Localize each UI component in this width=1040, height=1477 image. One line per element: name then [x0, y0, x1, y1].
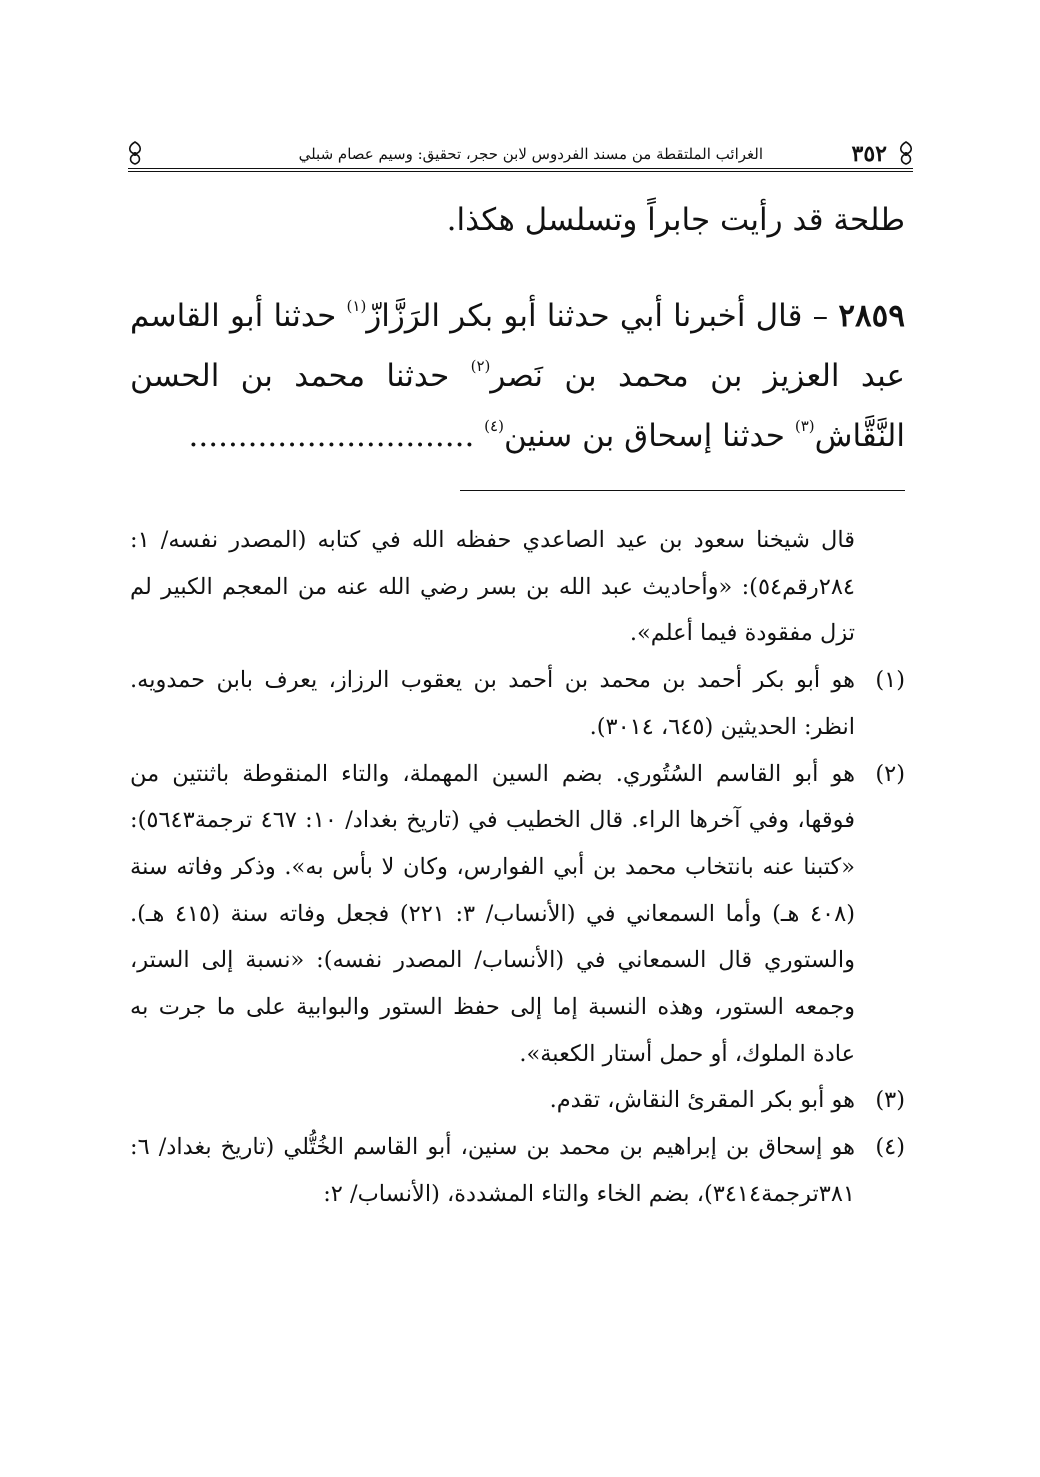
footnote-number: (١): [875, 667, 905, 694]
hadith-paragraph: [130, 286, 905, 466]
footnote-number: (٤): [875, 1134, 905, 1161]
footnote-text: هو أبو بكر المقرئ النقاش، تقدم.: [549, 1087, 855, 1114]
isnad-segment: حدثنا إسحاق بن سنين: [503, 418, 795, 454]
ellipsis-dots: .............................: [188, 418, 485, 454]
page-number: ٣٥٢: [851, 141, 887, 167]
footnote-ref[interactable]: (٣): [794, 416, 815, 435]
floral-ornament-icon: [895, 140, 917, 166]
hadith-dash: –: [802, 298, 839, 334]
header-rule: [128, 168, 913, 172]
isnad-segment: حدثنا محمد بن الحسن النَّقَّاش: [130, 358, 905, 454]
footnote-intro: قال شيخنا سعود بن عيد الصاعدي حفظه الله في كتابه (المصدر نفسه/ ١: ٢٨٤رقم٥٤): «وأحاديث عبد الله بن بسر رضي الله عنه من المعجم الكبير لم تزل مفقودة فيما أعلم».: [130, 527, 855, 647]
floral-ornament-icon: [124, 140, 146, 166]
footnote-item: [130, 1077, 905, 1124]
main-text: [130, 190, 905, 466]
continuation-line: طلحة قد رأيت جابراً وتسلسل هكذا.: [446, 202, 905, 238]
running-title: الغرائب الملتقطة من مسند الفردوس لابن حجر، تحقيق: وسيم عصام شبلي: [298, 145, 763, 163]
footnote-text: هو إسحاق بن إبراهيم بن محمد بن سنين، أبو القاسم الخُتُّلي (تاريخ بغداد/ ٦: ٣٨١ترجمة٣٤١٤)، بضم الخاء والتاء المشددة، (الأنساب/ ٢:: [130, 1134, 855, 1207]
footnote-item: [130, 1124, 905, 1217]
footnote-number: (٣): [875, 1087, 905, 1114]
isnad-segment: قال أخبرنا أبي حدثنا أبو بكر الرَزَّازّ: [366, 298, 803, 334]
footnote-text: هو أبو بكر أحمد بن محمد بن أحمد بن يعقوب الرزاز، يعرف بابن حمدويه. انظر: الحديثين (٦٤٥، ٣٠١٤).: [130, 667, 855, 740]
running-header: [128, 140, 913, 172]
footnotes-section: [130, 517, 905, 1218]
footnote-ref[interactable]: (٢): [470, 356, 491, 375]
footnote-ref[interactable]: (١): [346, 296, 367, 315]
footnote-text: هو أبو القاسم السُتُوري. بضم السين المهملة، والتاء المنقوطة باثنتين من فوقها، وفي آخرها الراء. قال الخطيب في (تاريخ بغداد/ ١٠: ٤٦٧ ترجمة٥٦٤٣): «كتبنا عنه بانتخاب محمد بن أبي الفوارس، وكان لا بأس به». وذكر وفاته سنة (٤٠٨ هـ) وأما السمعاني في (الأنساب/ ٣: ٢٢١) فجعل وفاته سنة (٤١٥ هـ). والستوري قال السمعاني في (الأنساب/ المصدر نفسه): «نسبة إلى الستر، وجمعه الستور، وهذه النسبة إما إلى حفظ الستور والبوابية على ما جرت به عادة الملوك، أو حمل أستار الكعبة».: [130, 760, 855, 1067]
footnote-separator: [460, 490, 905, 491]
footnote-item: [130, 657, 905, 750]
footnote-item: [130, 751, 905, 1078]
footnote-ref[interactable]: (٤): [484, 416, 504, 435]
hadith-number: ٢٨٥٩: [838, 298, 905, 334]
footnote-number: (٢): [875, 760, 905, 787]
isnad-segment: حدثنا أبو القاسم عبد العزيز بن محمد بن نَصر: [130, 298, 906, 394]
